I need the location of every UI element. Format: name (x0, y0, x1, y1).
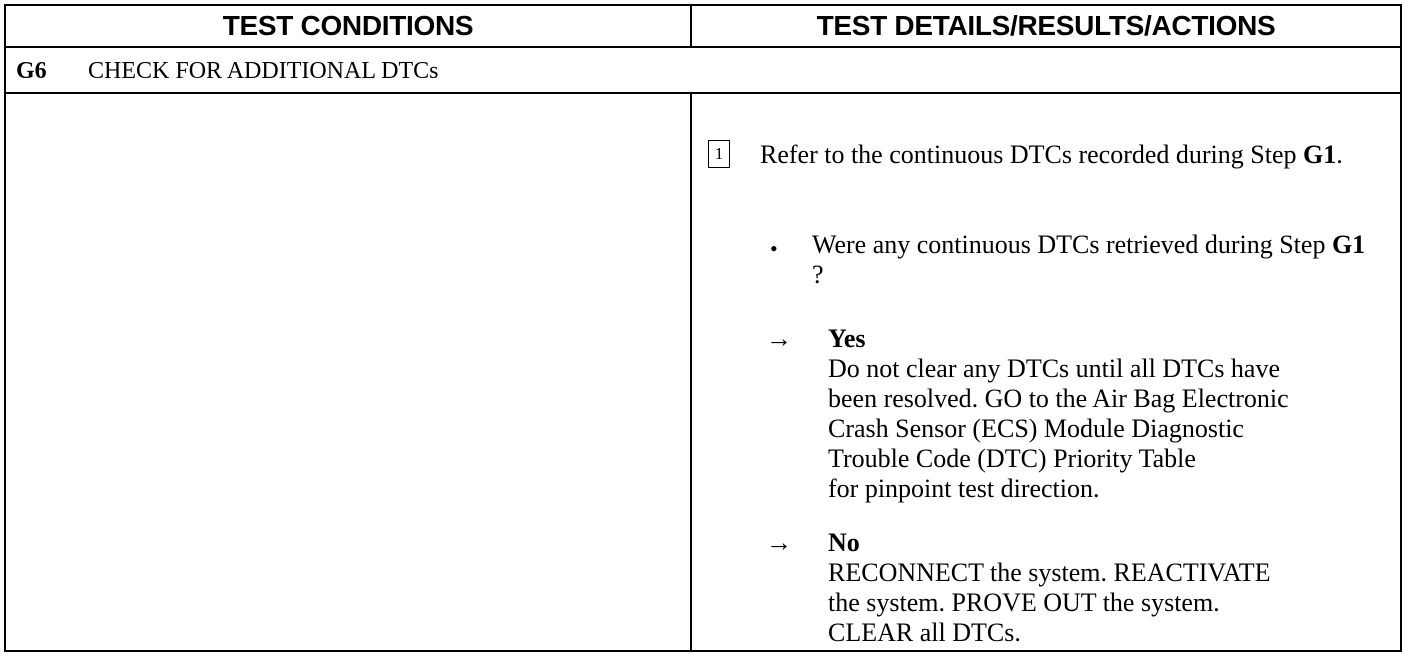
question-step-ref: G1 (1331, 230, 1366, 259)
instruction-step-ref: G1 (1303, 140, 1337, 169)
question-pre: Were any continuous DTCs retrieved during Step (812, 230, 1332, 259)
answer-yes (828, 324, 1388, 504)
no-line: RECONNECT the system. REACTIVATE (828, 558, 1271, 587)
step-title: CHECK FOR ADDITIONAL DTCs (88, 58, 439, 84)
bullet-icon: • (770, 236, 778, 261)
yes-arrow-icon: → (766, 324, 792, 353)
no-label: No (828, 528, 860, 557)
yes-line: Crash Sensor (ECS) Module Diagnostic (828, 414, 1244, 443)
step-id: G6 (16, 58, 47, 84)
instruction-pre: Refer to the continuous DTCs recorded during Step (760, 140, 1303, 169)
no-arrow-icon: → (766, 528, 792, 557)
answer-no (828, 528, 1388, 648)
yes-label: Yes (828, 324, 866, 353)
yes-line: been resolved. GO to the Air Bag Electronic (828, 384, 1289, 413)
yes-line: Do not clear any DTCs until all DTCs have (828, 354, 1281, 383)
question-post: ? (812, 260, 824, 289)
no-line: the system. PROVE OUT the system. (828, 588, 1220, 617)
question-text (812, 230, 1372, 290)
instruction-post: . (1336, 140, 1343, 169)
header-test-conditions: TEST CONDITIONS (6, 6, 692, 46)
step-number-box: 1 (708, 140, 730, 168)
yes-line: for pinpoint test direction. (828, 474, 1100, 503)
diagnostic-table (4, 4, 1402, 652)
instruction-text (760, 140, 1390, 170)
header-test-details: TEST DETAILS/RESULTS/ACTIONS (816, 10, 1276, 41)
yes-line: Trouble Code (DTC) Priority Table (828, 444, 1196, 473)
no-line: CLEAR all DTCs. (828, 618, 1021, 647)
test-details-cell (692, 94, 1400, 650)
table-header (6, 6, 1400, 48)
step-row (6, 48, 1400, 94)
test-conditions-cell (6, 94, 692, 650)
